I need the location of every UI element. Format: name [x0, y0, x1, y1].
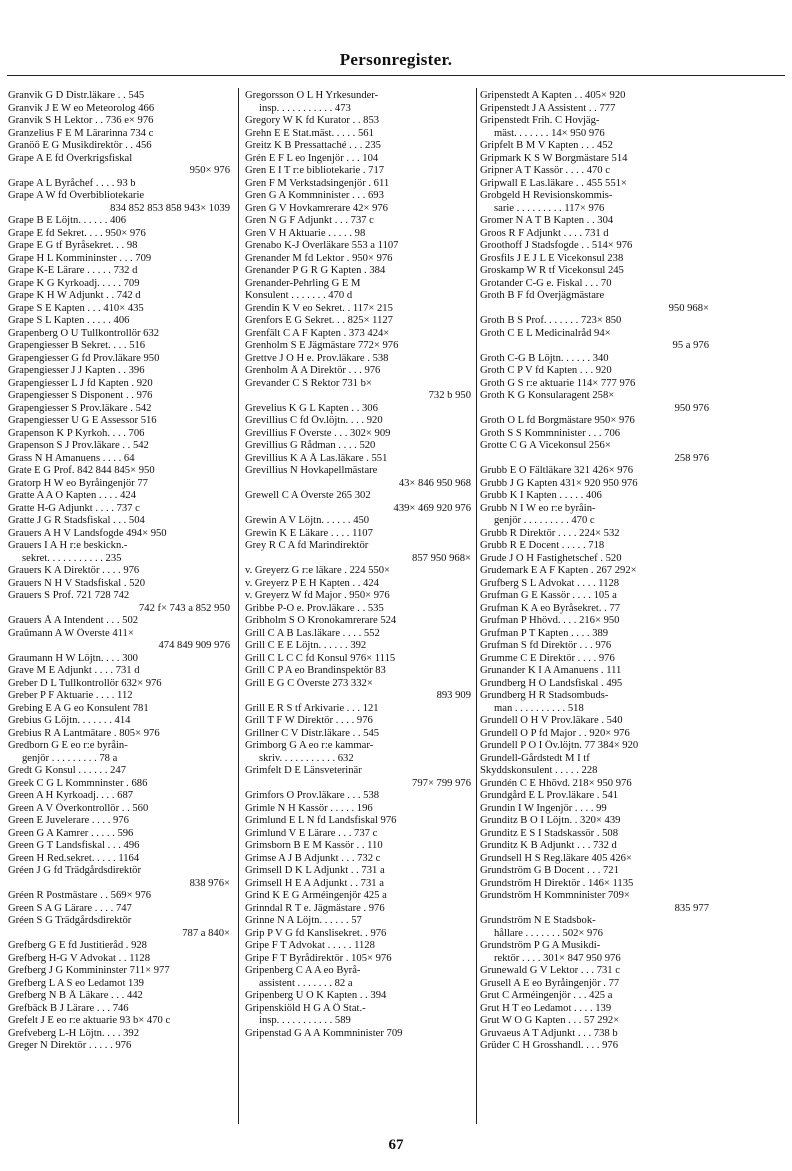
register-entry: Grill T F W Direktör . . . . 976 — [245, 715, 373, 726]
register-entry: Grenander M fd Lektor . 950× 976 — [245, 252, 393, 264]
register-entry: Gromer N A T B Kapten . . 304 — [480, 215, 614, 226]
register-entry: Grobgeld H Revisionskommis- — [480, 190, 613, 201]
register-entry: Grimsell D K L Adjunkt . . 731 a — [245, 865, 385, 876]
register-entry: Grape S E Kapten . . . 410× 435 — [8, 302, 144, 314]
register-entry: Grevillius G Rådman . . . . 520 — [245, 440, 376, 451]
register-entry: Grate E G Prof. 842 844 845× 950 — [8, 465, 155, 476]
register-entry: Gren V H Aktuarie . . . . . 98 — [245, 227, 366, 239]
register-entry: Grape A L Byråchef . . . . 93 b — [8, 177, 136, 189]
register-entry: Grapengiesser U G E Assessor 516 — [8, 415, 157, 426]
register-entry: Grefberg N B Å Läkare . . . 442 — [8, 990, 143, 1001]
register-entry: Groth S S Kommninister . . . 706 — [480, 427, 621, 439]
register-entry: Grundell O H V Prov.läkare . 540 — [480, 715, 623, 726]
register-entry: Grefberg L A S eo Ledamot 139 — [8, 977, 144, 989]
register-entry: Grufman P T Kapten . . . . 389 — [480, 627, 609, 639]
register-entry: Grauers S Prof. 721 728 742 — [8, 590, 130, 601]
header-rule — [7, 75, 785, 76]
register-entry: Groth K G Konsularagent 258× — [480, 390, 615, 401]
register-entry: Grundell-Gårdstedt M I tf — [480, 752, 590, 764]
page-title: Personregister. — [339, 50, 453, 69]
register-entry: Grauers I A H r:e beskickn.- — [8, 540, 128, 551]
register-entry: Gredt G Konsul . . . . . . 247 — [8, 765, 126, 776]
register-entry: Grubb K I Kapten . . . . . 406 — [480, 490, 602, 501]
register-entry: Grapengiesser S Prov.läkare . 542 — [8, 402, 152, 414]
register-entry: Grundström P G A Musikdi- — [480, 940, 601, 951]
register-entry: Grimlund V E Lärare . . . 737 c — [245, 827, 378, 839]
register-entry: Gripenberg C A A eo Byrå- — [245, 965, 361, 976]
register-entry: Gratte H-G Adjunkt . . . . 737 c — [8, 502, 140, 514]
register-entry: Grill C E E Löjtn. . . . . . 392 — [245, 640, 367, 651]
register-entry: Grape A E fd Överkrigsfiskal — [8, 152, 133, 164]
register-entry: skriv. . . . . . . . . . . 632 — [259, 752, 354, 764]
register-entry: Grapenberg O U Tullkontrollör 632 — [8, 327, 160, 339]
register-entry: Grudemark E A F Kapten . 267 292× — [480, 565, 637, 576]
register-entry: v. Greyerz G r:e läkare . 224 550× — [245, 565, 391, 576]
register-entry: Grauers K A Direktör . . . . 976 — [8, 565, 140, 576]
register-entry: genjör . . . . . . . . . 470 c — [494, 515, 595, 526]
register-entry: Grill E R S tf Arkivarie . . . 121 — [245, 702, 379, 714]
register-column-1 — [8, 90, 234, 1140]
register-entry: Grapenson S J Prov.läkare . . 542 — [8, 440, 149, 451]
register-entry: 742 f× 743 a 852 950 — [138, 602, 230, 614]
register-entry: Grapengiesser G fd Prov.läkare 950 — [8, 352, 160, 364]
register-entry: 950 976 — [674, 402, 709, 414]
register-entry: Granvik G D Distr.läkare . . 545 — [8, 90, 145, 101]
register-entry: 95 a 976 — [672, 340, 709, 351]
register-entry: Grefbäck B J Lärare . . . 746 — [8, 1002, 129, 1014]
register-entry: Grén E F L eo Ingenjör . . . 104 — [245, 152, 379, 164]
register-entry: Grapengiesser L J fd Kapten . 920 — [8, 377, 153, 389]
register-entry: Grundberg H R Stadsombuds- — [480, 690, 609, 701]
register-entry: Grewin A V Löjtn. . . . . . 450 — [245, 515, 370, 526]
register-entry: assistent . . . . . . . 82 a — [259, 977, 353, 989]
register-entry: Grundström N E Stadsbok- — [480, 915, 596, 926]
register-entry: Gren E I T r:e bibliotekarie . 717 — [245, 165, 385, 176]
register-entry: Grut W O G Kapten . . . 57 292× — [480, 1015, 620, 1026]
register-entry: rektör . . . . 301× 847 950 976 — [494, 952, 621, 964]
register-entry: Grape S L Kapten . . . . . 406 — [8, 315, 130, 326]
register-entry: Green S A G Lärare . . . . 747 — [8, 902, 132, 914]
register-entry: insp. . . . . . . . . . . 473 — [259, 102, 351, 114]
register-entry: Grunewald G V Lektor . . . 731 c — [480, 965, 620, 976]
register-entry: Grauers A H V Landsfogde 494× 950 — [8, 527, 167, 539]
register-entry: Grill C L C C fd Konsul 976× 1115 — [245, 652, 396, 664]
register-entry: Grundström H Kommninister 709× — [480, 890, 630, 901]
register-entry: Grundsell H S Reg.läkare 405 426× — [480, 852, 632, 864]
register-entry: Grenander-Pehrling G E M — [245, 277, 361, 289]
register-entry: Grevelius K G L Kapten . . 306 — [245, 402, 378, 414]
register-entry: 439× 469 920 976 — [393, 502, 471, 514]
register-entry: Grimsborn B E M Kassör . . 110 — [245, 840, 383, 851]
register-entry: hållare . . . . . . . 502× 976 — [494, 927, 603, 939]
register-entry: Gregorsson O L H Yrkesunder- — [245, 90, 379, 101]
register-entry: Grut H T eo Ledamot . . . . 139 — [480, 1002, 612, 1014]
register-entry: Grubb R E Docent . . . . . 718 — [480, 540, 605, 551]
register-entry: Grip P V G fd Kanslisekret. . 976 — [245, 927, 387, 939]
register-entry: Gripner A T Kassör . . . . 470 c — [480, 165, 610, 176]
register-entry: Gripe F T Byrådirektör . 105× 976 — [245, 952, 392, 964]
register-entry: Groothoff J Stadsfogde . . 514× 976 — [480, 240, 633, 251]
register-column-2 — [245, 90, 475, 1140]
register-entry: Gribbe P-O e. Prov.läkare . . 535 — [245, 602, 384, 614]
register-entry: Grubb R Direktör . . . . 224× 532 — [480, 527, 620, 539]
register-entry: Grapengiesser S Disponent . . 976 — [8, 390, 153, 401]
register-entry: sekret. . . . . . . . . . . 235 — [22, 552, 122, 564]
register-entry: Grewin K E Läkare . . . . 1107 — [245, 527, 373, 539]
register-entry: Gripenberg U O K Kapten . . 394 — [245, 990, 387, 1001]
register-entry: Grimfelt D E Länsveterinär — [245, 765, 362, 776]
register-entry: Groth G S r:e aktuarie 114× 777 976 — [480, 377, 636, 389]
register-entry: Gren G V Hovkamrerare 42× 976 — [245, 202, 388, 214]
register-entry: Green E Juvelerare . . . . 976 — [8, 815, 129, 826]
register-entry: Grinndal R T e. Jägmästare . 976 — [245, 902, 385, 914]
register-entry: Groth B F fd Överjägmästare — [480, 290, 605, 301]
register-entry: Gripwall E Las.läkare . . 455 551× — [480, 177, 627, 189]
page-number: 67 — [388, 1137, 404, 1153]
register-entry: Grebius R A Lantmätare . 805× 976 — [8, 727, 160, 739]
register-entry: Grapenson K P Kyrkoh. . . . 706 — [8, 427, 145, 439]
register-entry: Gripe F T Advokat . . . . . 1128 — [245, 940, 375, 951]
register-entry: Gren G A Kommninister . . . 693 — [245, 190, 384, 201]
register-entry: Konsulent . . . . . . . 470 d — [245, 290, 353, 301]
register-entry: Granvik J E W eo Meteorolog 466 — [8, 102, 155, 114]
register-entry: Grape A W fd Överbibliotekarie — [8, 190, 145, 201]
register-column-3 — [480, 90, 713, 1140]
register-entry: Gripenskiöld H G A Ö Stat.- — [245, 1002, 366, 1014]
register-entry: Grenfält C A F Kapten . 373 424× — [245, 327, 390, 339]
register-entry: Green H Red.sekret. . . . . 1164 — [8, 852, 140, 864]
register-entry: Grape E G tf Byråsekret. . . 98 — [8, 240, 138, 251]
register-entry: Grufman K A eo Byråsekret. . 77 — [480, 602, 621, 614]
register-entry: Groos R F Adjunkt . . . . 731 d — [480, 227, 609, 239]
register-entry: Groth C E L Medicinalråd 94× — [480, 327, 611, 339]
register-entry: Greger N Direktör . . . . . 976 — [8, 1040, 132, 1051]
register-entry: Gripenstedt J A Assistent . . 777 — [480, 102, 616, 114]
register-entry: Grundberg H O Landsfiskal . 495 — [480, 677, 623, 689]
register-entry: Grape K H W Adjunkt . . 742 d — [8, 290, 141, 301]
register-entry: Grevillius F Överste . . . 302× 909 — [245, 427, 391, 439]
register-entry: 950 968× — [668, 302, 709, 314]
register-entry: Grey R C A fd Marindirektör — [245, 540, 369, 551]
register-entry: Grunditz E S I Stadskassör . 508 — [480, 827, 619, 839]
register-entry: Grundell P O I Öv.löjtn. 77 384× 920 — [480, 740, 639, 751]
register-entry: Grauers N H V Stadsfiskal . 520 — [8, 577, 146, 589]
register-entry: Granvik S H Lektor . . 736 e× 976 — [8, 115, 154, 126]
register-entry: Gredborn G E eo r:e byråin- — [8, 740, 128, 751]
register-entry: Grimse A J B Adjunkt . . . 732 c — [245, 852, 381, 864]
register-entry: Gripenstedt Frih. C Hovjäg- — [480, 115, 600, 126]
register-entry: insp. . . . . . . . . . . 589 — [259, 1015, 351, 1026]
register-entry: Grimle N H Kassör . . . . . 196 — [245, 802, 373, 814]
register-entry: Grevander C S Rektor 731 b× — [245, 377, 372, 389]
register-entry: Grude J O H Fastighetschef . 520 — [480, 552, 622, 564]
register-entry: Grill C P A eo Brandinspektör 83 — [245, 665, 386, 676]
register-entry: Groskamp W R tf Vicekonsul 245 — [480, 265, 624, 276]
register-entry: Grape H L Kommininster . . . 709 — [8, 252, 152, 264]
register-entry: Grumme C E Direktör . . . . 976 — [480, 652, 615, 664]
register-entry: Grind K E G Arméingenjör 425 a — [245, 890, 387, 901]
register-entry: Grefberg J G Kommininster 711× 977 — [8, 965, 170, 976]
register-entry: 893 909 — [436, 690, 471, 701]
register-entry: Grape B E Löjtn. . . . . . 406 — [8, 215, 126, 226]
register-entry: Grotander C-G e. Fiskal . . . 70 — [480, 277, 612, 289]
register-entry: Grundén C E Hhövd. 218× 950 976 — [480, 777, 632, 789]
register-entry: Grufberg S L Advokat . . . . 1128 — [480, 577, 620, 589]
register-entry: Green A V Överkontrollör . . 560 — [8, 802, 149, 814]
register-entry: Grapengiesser B Sekret. . . . 516 — [8, 340, 146, 351]
register-entry: Grefelt J E eo r:e aktuarie 93 b× 470 c — [8, 1015, 171, 1026]
register-entry: Grunditz K B Adjunkt . . . 732 d — [480, 840, 617, 851]
register-entry: Grenholm S E Jägmästare 772× 976 — [245, 340, 399, 351]
register-entry: Gratte A A O Kapten . . . . 424 — [8, 490, 136, 501]
register-entry: Grefveberg L-H Löjtn. . . . 392 — [8, 1027, 140, 1039]
register-entry: 950× 976 — [189, 165, 230, 176]
register-entry: Groth O L fd Borgmästare 950× 976 — [480, 415, 635, 426]
register-entry: Green G A Kamrer . . . . . 596 — [8, 827, 134, 839]
register-entry: sarie . . . . . . . . . 117× 976 — [494, 202, 605, 214]
register-entry: Grenfors E G Sekret. . . 825× 1127 — [245, 315, 393, 326]
column-divider-2 — [476, 88, 477, 1124]
register-entry: man . . . . . . . . . . 518 — [494, 702, 584, 714]
register-entry: Gribholm S O Kronokamrerare 524 — [245, 615, 397, 626]
register-entry: Grubb E O Fältläkare 321 426× 976 — [480, 465, 634, 476]
register-entry: Granzelius F E M Lärarinna 734 c — [8, 127, 154, 139]
register-entry: Greber P F Aktuarie . . . . 112 — [8, 690, 133, 701]
register-entry: Grundgård E L Prov.läkare . 541 — [480, 790, 619, 801]
register-entry: Gratorp H W eo Byråingenjör 77 — [8, 477, 148, 489]
register-entry: Grosfils J E J L E Vicekonsul 238 — [480, 252, 624, 264]
register-entry: Grape K-E Lärare . . . . . 732 d — [8, 265, 138, 276]
register-entry: Green G T Landsfiskal . . . 496 — [8, 840, 140, 851]
register-entry: Grenholm Å A Direktör . . . 976 — [245, 365, 381, 376]
register-entry: Grundell O P fd Major . . 920× 976 — [480, 727, 630, 739]
register-entry: Grundström G B Docent . . . 721 — [480, 865, 619, 876]
register-entry: Graumann H W Löjtn. . . . 300 — [8, 652, 138, 664]
register-entry: Grape E fd Sekret. . . . 950× 976 — [8, 227, 146, 239]
register-entry: Grefberg H-G V Advokat . . 1128 — [8, 952, 151, 964]
register-entry: Granöö E G Musikdirektör . . 456 — [8, 140, 152, 151]
register-entry: Grimfors O Prov.läkare . . . 538 — [245, 790, 380, 801]
register-entry: Grimborg G A eo r:e kammar- — [245, 740, 374, 751]
register-entry: Gratte J G R Stadsfiskal . . . 504 — [8, 515, 145, 526]
register-entry: Grape K G Kyrkoadj. . . . . 709 — [8, 277, 140, 289]
register-entry: Grenander P G R G Kapten . 384 — [245, 265, 386, 276]
register-entry: Green A H Kyrkoadj. . . . 687 — [8, 790, 134, 801]
register-entry: Groth B S Prof. . . . . . . 723× 850 — [480, 315, 622, 326]
register-entry: genjör . . . . . . . . . 78 a — [22, 752, 118, 764]
register-entry: Grass N H Amanuens . . . . 64 — [8, 452, 135, 464]
register-entry: Grotte C G A Vicekonsul 256× — [480, 440, 611, 451]
register-entry: Gripmark K S W Borgmästare 514 — [480, 152, 628, 164]
register-entry: 857 950 968× — [412, 552, 471, 564]
register-entry: 43× 846 950 968 — [398, 477, 471, 489]
register-entry: Grubb N I W eo r:e byråin- — [480, 502, 596, 514]
register-entry: Grundin I W Ingenjör . . . . 99 — [480, 802, 607, 814]
register-entry: Gripfelt B M V Kapten . . . 452 — [480, 140, 613, 151]
register-entry: Grave M E Adjunkt . . . . 731 d — [8, 665, 140, 676]
register-entry: Gripenstad G A A Kommninister 709 — [245, 1027, 403, 1039]
register-entry: Grufman S fd Direktör . . . 976 — [480, 640, 612, 651]
register-entry: Grettve J O H e. Prov.läkare . 538 — [245, 352, 389, 364]
register-entry: 474 849 909 976 — [158, 640, 230, 651]
register-entry: Grevillius C fd Öv.löjtn. . . . 920 — [245, 415, 383, 426]
register-entry: Grebius G Löjtn. . . . . . . 414 — [8, 715, 131, 726]
register-entry: Grusell A E eo Byråingenjör . 77 — [480, 977, 620, 989]
register-entry: Grendin K V eo Sekret. . 117× 215 — [245, 302, 393, 314]
register-entry: Grauers Å A Intendent . . . 502 — [8, 615, 139, 626]
register-entry: Grimsell H E A Adjunkt . . 731 a — [245, 877, 384, 889]
register-entry: Gren F M Verkstadsingenjör . 611 — [245, 177, 390, 189]
register-entry: Grinne N A Löjtn. . . . . . 57 — [245, 915, 362, 926]
register-entry: Grubb J G Kapten 431× 920 950 976 — [480, 477, 638, 489]
register-entry: Grill E G C Överste 273 332× — [245, 677, 373, 689]
register-entry: Gruvaeus A T Adjunkt . . . 738 b — [480, 1027, 618, 1039]
register-entry: 797× 799 976 — [412, 777, 471, 789]
register-entry: Gréen R Postmästare . . 569× 976 — [8, 890, 152, 901]
register-entry: Grefberg G E fd Justitieråd . 928 — [8, 940, 147, 951]
register-entry: Grunander K I A Amanuens . 111 — [480, 665, 622, 676]
register-entry: 258 976 — [674, 452, 709, 464]
register-entry: Grenabo K-J Överläkare 553 a 1107 — [245, 240, 399, 251]
register-entry: Greek C G L Kommninster . 686 — [8, 777, 148, 789]
register-entry: Grut C Arméingenjör . . . 425 a — [480, 990, 613, 1001]
register-entry: Grufman P Hhövd. . . . 216× 950 — [480, 615, 620, 626]
register-entry: v. Greyerz P E H Kapten . . 424 — [245, 577, 379, 589]
register-entry: 834 852 853 858 943× 1039 — [110, 202, 230, 214]
register-entry: Grewell C A Överste 265 302 — [245, 490, 371, 501]
register-entry: v. Greyerz W fd Major . 950× 976 — [245, 590, 390, 601]
register-entry: Grevillius N Hovkapellmästare — [245, 465, 378, 476]
register-entry: Grüder C H Grosshandl. . . . 976 — [480, 1040, 618, 1051]
register-entry: Gréen J G fd Trädgårdsdirektör — [8, 865, 141, 876]
register-entry: Grill C A B Las.läkare . . . . 552 — [245, 627, 380, 639]
register-entry: Gréen S G Trädgårdsdirektör — [8, 915, 132, 926]
register-entry: Groth C P V fd Kapten . . . 920 — [480, 365, 612, 376]
register-entry: 835 977 — [674, 902, 709, 914]
register-entry: Groth C-G B Löjtn. . . . . . 340 — [480, 352, 609, 364]
register-entry: Grillner C V Distr.läkare . . 545 — [245, 727, 380, 739]
register-entry: Grundström H Direktör . 146× 1135 — [480, 877, 634, 889]
register-entry: Greitz K B Pressattaché . . . 235 — [245, 140, 381, 151]
register-entry: 732 b 950 — [428, 390, 471, 401]
register-entry: Grunditz B O I Löjtn. . 320× 439 — [480, 815, 621, 826]
register-entry: Grimlund E L N fd Landsfiskal 976 — [245, 815, 397, 826]
register-entry: mäst. . . . . . . 14× 950 976 — [494, 127, 605, 139]
register-entry: Skyddskonsulent . . . . . 228 — [480, 765, 598, 776]
register-entry: Gregory W K fd Kurator . . 853 — [245, 115, 380, 126]
register-entry: Grapengiesser J J Kapten . . 396 — [8, 365, 145, 376]
register-entry: Grebing E A G eo Konsulent 781 — [8, 702, 149, 714]
register-entry: 838 976× — [189, 877, 230, 889]
register-entry: Gripenstedt A Kapten . . 405× 920 — [480, 90, 626, 101]
register-entry: Grevillius K A Å Las.läkare . 551 — [245, 452, 388, 464]
register-entry: Gren N G F Adjunkt . . . 737 c — [245, 215, 374, 226]
register-entry: Grufman G E Kassör . . . . 105 a — [480, 590, 617, 601]
column-divider-1 — [238, 88, 239, 1124]
register-entry: Grehn E E Stat.mäst. . . . . 561 — [245, 127, 374, 139]
register-entry: 787 a 840× — [182, 927, 230, 939]
register-entry: Graûmann A W Överste 411× — [8, 627, 134, 639]
register-entry: Greber D L Tullkontrollör 632× 976 — [8, 677, 162, 689]
